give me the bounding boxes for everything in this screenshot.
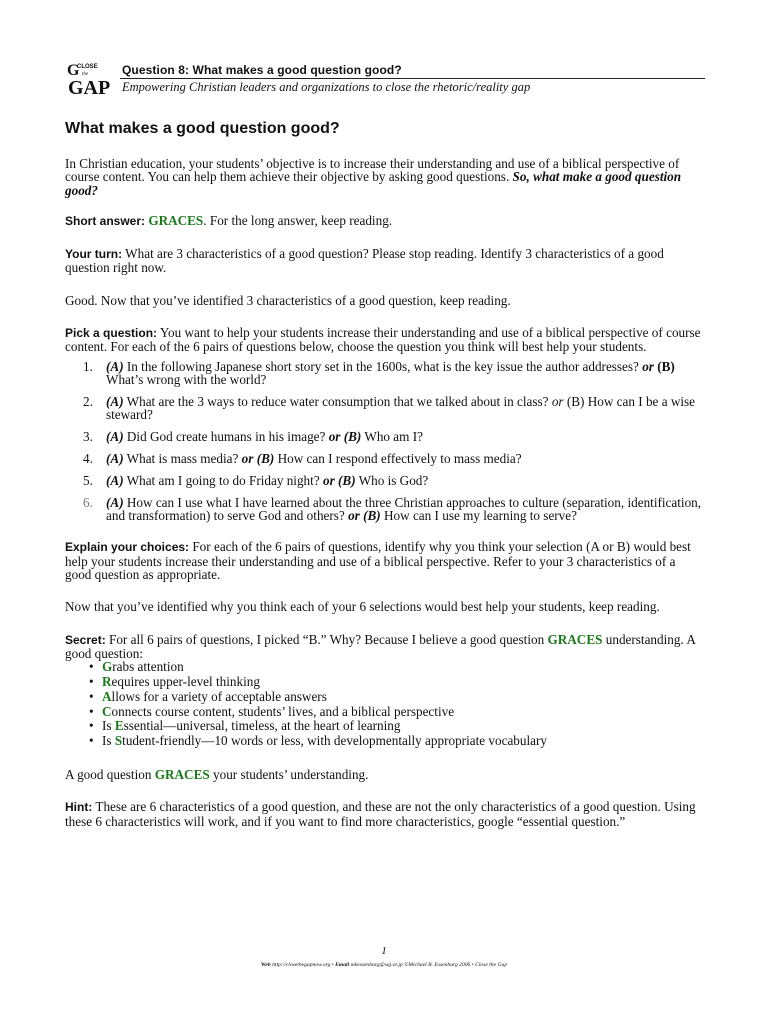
intro-emphasis: So, what make a good question good? xyxy=(65,169,682,198)
hint-text: These are 6 characteristics of a good question, and these are not the only characteristics of a good question. Using these 6 characteristics will work, and if you want to find more characteristics, google “essential question.” xyxy=(65,799,696,829)
list-item: • Allows for a variety of acceptable answers xyxy=(89,688,327,704)
page-heading: What makes a good question good? xyxy=(65,120,340,137)
list-item: 6. (A) How can I use what I have learned about the three Christian approaches to culture (separation, identification, and transformation) to serve God and others? or (B) How can I use my learning to serve? xyxy=(83,495,702,524)
secret-paragraph xyxy=(65,633,705,661)
secret-text-end: understanding. A good question: xyxy=(65,631,696,661)
explain-paragraph xyxy=(65,540,705,581)
graces-keyword: GRACES xyxy=(154,767,210,783)
list-item: 3. (A) Did God create humans in his image? or (B) Who am I? xyxy=(83,429,423,445)
graces-keyword: GRACES xyxy=(148,212,204,228)
graces-list xyxy=(65,660,705,749)
short-answer-label: Short answer: xyxy=(65,213,146,228)
svg-text:GAP: GAP xyxy=(68,77,110,96)
svg-text:CLOSE: CLOSE xyxy=(77,64,98,70)
short-answer-paragraph xyxy=(65,214,705,228)
list-item: • Requires upper-level thinking xyxy=(89,674,260,690)
short-answer-text: . For the long answer, keep reading. xyxy=(203,212,393,228)
intro-paragraph xyxy=(65,157,705,197)
footer-web-link[interactable]: http://closethegapnow.org xyxy=(272,962,331,968)
now-paragraph: Now that you’ve identified why you think each of your 6 selections would best help your students, keep reading. xyxy=(65,599,660,615)
svg-text:the: the xyxy=(82,72,89,77)
header-title: Question 8: What makes a good question good? xyxy=(122,63,402,77)
close-the-gap-logo xyxy=(66,60,110,96)
your-turn-text: What are 3 characteristics of a good question? Please stop reading. Identify 3 characteristics of a good question right now. xyxy=(65,246,664,276)
pick-question-text: You want to help your students increase their understanding and use of a biblical perspective of course content. For each of the 6 pairs of questions below, choose the question you think will best help your students. xyxy=(65,325,701,355)
list-item: 4. (A) What is mass media? or (B) How can I respond effectively to mass media? xyxy=(83,451,522,467)
intro-text: In Christian education, your students’ objective is to increase their understanding and use of a biblical perspective of course content. You can help them achieve their objective by asking good questions. xyxy=(65,156,680,185)
question-pairs-list xyxy=(65,360,705,523)
secret-label: Secret: xyxy=(65,632,106,647)
good-paragraph: Good. Now that you’ve identified 3 characteristics of a good question, keep reading. xyxy=(65,292,511,308)
document-body xyxy=(65,120,705,828)
graces-keyword: GRACES xyxy=(547,631,603,647)
explain-text: For each of the 6 pairs of questions, identify why you think your selection (A or B) would best help your students increase their understanding and use of a biblical perspective. Refer to your 3 characteristics of a good question as appropriate. xyxy=(65,539,691,583)
footer: Web http://closethegapnow.org • Email mkessenburg@saj.or.jp ©Michael B. Essenburg 2006 • Close the Gap xyxy=(260,962,508,968)
page-number: 1 xyxy=(381,945,387,957)
explain-label: Explain your choices: xyxy=(65,540,190,555)
pick-question-label: Pick a question: xyxy=(65,326,158,341)
list-item: 5. (A) What am I going to do Friday night? or (B) Who is God? xyxy=(83,473,429,489)
svg-text:G: G xyxy=(67,62,80,79)
your-turn-label: Your turn: xyxy=(65,247,123,262)
secret-text: For all 6 pairs of questions, I picked “B.” Why? Because I believe a good question xyxy=(108,631,545,647)
list-item: • Is Essential—universal, timeless, at the heart of learning xyxy=(89,718,401,734)
list-item: 2. (A) What are the 3 ways to reduce water consumption that we talked about in class? or (B) How can I be a wise steward? xyxy=(83,393,696,423)
hint-paragraph xyxy=(65,800,705,828)
list-item: • Connects course content, students’ lives, and a biblical perspective xyxy=(89,703,455,719)
list-item: • Is Student-friendly—10 words or less, with developmentally appropriate vocabulary xyxy=(89,733,547,749)
hint-label: Hint: xyxy=(65,800,93,815)
list-item: 1. (A) In the following Japanese short story set in the 1600s, what is the key issue the author addresses? or (B) What’s wrong with the world? xyxy=(83,358,675,387)
footer-email-link[interactable]: mkessenburg@saj.or.jp xyxy=(350,962,403,968)
your-turn-paragraph xyxy=(65,247,705,275)
graces-summary: A good question GRACES your students’ understanding. xyxy=(65,767,369,783)
pick-question-paragraph xyxy=(65,326,705,354)
header-subtitle: Empowering Christian leaders and organizations to close the rhetoric/reality gap xyxy=(122,80,531,94)
header-divider xyxy=(120,78,705,79)
list-item: • Grabs attention xyxy=(89,659,184,675)
